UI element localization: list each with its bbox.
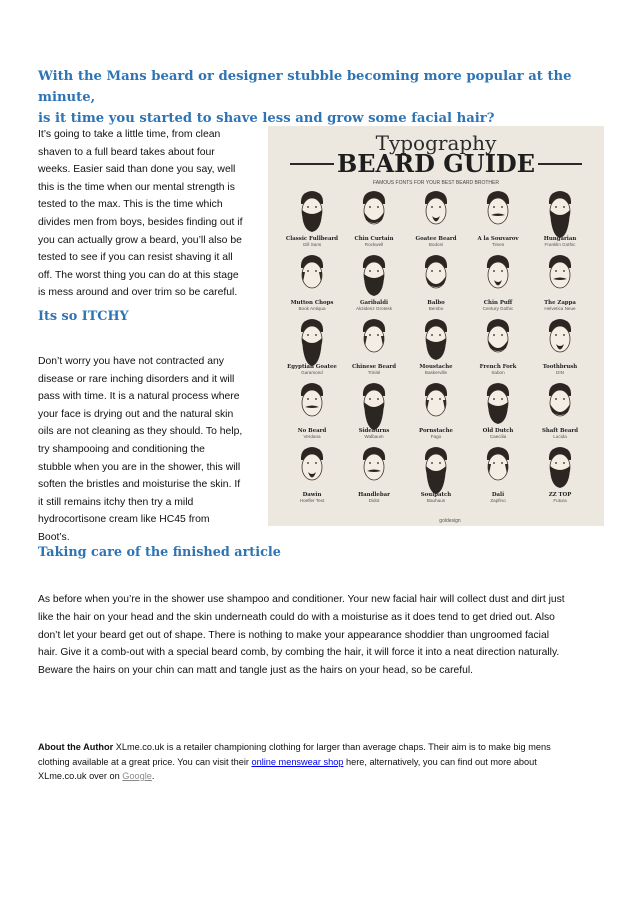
beard-style-font: Rockwell bbox=[364, 242, 384, 247]
eye-icon bbox=[431, 398, 433, 400]
intro-line: weeks. Easier said than done you say, well bbox=[38, 164, 236, 176]
eye-icon bbox=[493, 462, 495, 464]
article-heading-line-2: is it time you started to shave less and grow some facial hair? bbox=[38, 111, 495, 126]
intro-line: It’s going to take a little time, from clean bbox=[38, 129, 221, 140]
face-icon bbox=[488, 198, 508, 224]
beard-style-font: Didot bbox=[368, 498, 380, 503]
finished-line: Beware the hairs on your chin can matt and tangle just as the hairs on your head, so be careful. bbox=[38, 665, 474, 677]
beard-style-font: Gill Sans bbox=[302, 242, 322, 247]
eye-icon bbox=[439, 462, 441, 464]
beard-style-font: Helvetica Neue bbox=[544, 306, 576, 311]
beard-style-font: Fago bbox=[430, 434, 442, 439]
beard-style-item bbox=[359, 383, 390, 439]
itchy-line: your face is drying out and the natural skin bbox=[38, 408, 234, 420]
beard-style-font: Book Antiqua bbox=[298, 306, 326, 311]
itchy-line: Boot’s. bbox=[38, 531, 70, 543]
beard-style-item bbox=[487, 447, 509, 503]
beard-style-font: Bauhaus bbox=[426, 498, 446, 503]
beard-style-item bbox=[425, 255, 447, 311]
beard-style-font: Walbaum bbox=[364, 434, 384, 439]
face-icon bbox=[302, 262, 322, 288]
beard-style-name: Classic Fullbeard bbox=[285, 236, 339, 242]
eye-icon bbox=[501, 334, 503, 336]
itchy-line: soften the bristles and moisturise the skin. If bbox=[38, 479, 241, 491]
itchy-paragraph bbox=[38, 353, 260, 547]
face-icon bbox=[364, 454, 384, 480]
intro-paragraph bbox=[38, 126, 260, 302]
eye-icon bbox=[315, 206, 317, 208]
eye-icon bbox=[315, 462, 317, 464]
eye-icon bbox=[315, 398, 317, 400]
face-icon bbox=[364, 326, 384, 352]
beard-style-item bbox=[549, 447, 572, 503]
beard-style-name: Mutton Chops bbox=[290, 300, 334, 306]
beard-style-font: Trinité bbox=[367, 370, 381, 375]
beard-style-font: Sabon bbox=[491, 370, 505, 375]
beard-style-font: Garamond bbox=[301, 370, 323, 375]
beard-style-name: ZZ TOP bbox=[548, 492, 572, 498]
beard-style-item bbox=[352, 319, 396, 375]
face-icon bbox=[488, 454, 508, 480]
eye-icon bbox=[555, 462, 557, 464]
eye-icon bbox=[563, 334, 565, 336]
eye-icon bbox=[501, 270, 503, 272]
poster-subtitle: FAMOUS FONTS FOR YOUR BEST BEARD BROTHER bbox=[373, 180, 499, 186]
eye-icon bbox=[369, 398, 371, 400]
intro-line: you can actually grow a beard, you’ll also be bbox=[38, 234, 242, 246]
eye-icon bbox=[307, 398, 309, 400]
intro-line: off. The worst thing you can do at this stage bbox=[38, 269, 239, 281]
beard-style-item bbox=[287, 319, 337, 375]
beard-style-font: Lucida bbox=[553, 434, 567, 439]
eye-icon bbox=[493, 398, 495, 400]
beard-grid bbox=[286, 191, 578, 503]
beard-style-font: Akzidenz Grotesk bbox=[356, 306, 392, 311]
section-heading-itchy: Its so ITCHY bbox=[38, 309, 129, 324]
beard-style-font: Franklin Gothic bbox=[544, 242, 576, 247]
eye-icon bbox=[307, 270, 309, 272]
eye-icon bbox=[501, 206, 503, 208]
beard-style-name: Pornstache bbox=[419, 428, 453, 434]
beard-style-font: Caecilia bbox=[489, 434, 507, 439]
finished-line: As before when you’re in the shower use shampoo and conditioner. Your new facial hair will collect dust and dirt just bbox=[38, 594, 565, 605]
finished-line: hair. Give it a comb-out with a special beard comb, by combing the hair, it will force it into a neat direction naturally. bbox=[38, 647, 560, 659]
beard-style-name: Shaft Beard bbox=[541, 428, 579, 434]
eye-icon bbox=[431, 334, 433, 336]
about-text: here, alternatively, you can find out more about bbox=[343, 756, 537, 767]
finished-paragraph bbox=[38, 591, 604, 680]
eye-icon bbox=[493, 206, 495, 208]
eye-icon bbox=[555, 206, 557, 208]
beard-style-font: Verdana bbox=[303, 434, 321, 439]
section-heading-finished: Taking care of the finished article bbox=[38, 545, 281, 560]
eye-icon bbox=[563, 462, 565, 464]
eye-icon bbox=[555, 398, 557, 400]
about-author bbox=[38, 740, 604, 784]
eye-icon bbox=[369, 462, 371, 464]
eye-icon bbox=[315, 334, 317, 336]
itchy-line: pass with time. It is a natural process where bbox=[38, 391, 240, 403]
beard-style-name: Goatee Beard bbox=[415, 236, 457, 242]
beard-style-item bbox=[419, 319, 453, 375]
face-icon bbox=[550, 262, 570, 288]
eye-icon bbox=[431, 270, 433, 272]
beard-style-item bbox=[291, 255, 334, 311]
eye-icon bbox=[563, 270, 565, 272]
online-menswear-shop-link[interactable]: online menswear shop bbox=[251, 756, 344, 767]
eye-icon bbox=[563, 206, 565, 208]
beard-style-item bbox=[544, 191, 577, 247]
eye-icon bbox=[377, 398, 379, 400]
beard-style-item bbox=[421, 447, 451, 503]
google-link[interactable]: Google bbox=[122, 771, 152, 781]
eye-icon bbox=[315, 270, 317, 272]
beard-style-name: Egyptian Goatee bbox=[287, 364, 337, 370]
eye-icon bbox=[369, 206, 371, 208]
beard-style-item bbox=[483, 383, 514, 439]
beard-style-item bbox=[542, 383, 578, 439]
poster-title-top: Typography bbox=[375, 131, 497, 155]
intro-line: divides men from boys, besides finding out if bbox=[38, 216, 243, 228]
intro-line: tested to see if you can resist shaving it all bbox=[38, 252, 233, 264]
eye-icon bbox=[307, 334, 309, 336]
beard-style-name: Hungarian bbox=[543, 236, 577, 242]
beard-style-item bbox=[356, 255, 393, 311]
eye-icon bbox=[377, 462, 379, 464]
eye-icon bbox=[377, 334, 379, 336]
beard-style-name: Toothbrush bbox=[542, 364, 578, 370]
eye-icon bbox=[307, 462, 309, 464]
poster-credit: goldesign bbox=[439, 518, 461, 524]
beard-style-name: Chinese Beard bbox=[351, 364, 397, 370]
eye-icon bbox=[439, 398, 441, 400]
beard-style-item bbox=[476, 191, 519, 247]
itchy-line: stubble when you are in the shower, this will bbox=[38, 461, 241, 473]
face-icon bbox=[302, 390, 322, 416]
beard-style-name: Dali bbox=[491, 492, 505, 498]
eye-icon bbox=[563, 398, 565, 400]
beard-style-name: Old Dutch bbox=[482, 428, 514, 434]
beard-style-item bbox=[298, 383, 327, 439]
about-text: XLme.co.uk over on bbox=[38, 771, 123, 781]
beard-guide-illustration bbox=[268, 126, 604, 526]
article-heading bbox=[38, 66, 608, 129]
eye-icon bbox=[369, 334, 371, 336]
beard-style-name: Moustache bbox=[419, 364, 453, 370]
intro-line: shaven to a full beard takes about four bbox=[38, 146, 215, 158]
beard-style-item bbox=[483, 255, 514, 311]
beard-style-name: A la Souvarov bbox=[477, 236, 519, 242]
finished-line: like the hair on your head and the skin underneath could do with a moisturise as it does tend to get dried out. Also bbox=[38, 611, 555, 623]
finished-line: don’t let your beard get out of shape. There is nothing to make your appearance shoddier than ungroomed facial bbox=[38, 629, 549, 641]
itchy-line: oils are not cleaning as they should. To help, bbox=[38, 426, 243, 438]
beard-style-font: Zapfino bbox=[490, 498, 506, 503]
eye-icon bbox=[439, 334, 441, 336]
intro-line: is mess around and over trim so be careful. bbox=[38, 287, 238, 299]
eye-icon bbox=[307, 206, 309, 208]
eye-icon bbox=[555, 334, 557, 336]
beard-guide-poster bbox=[268, 126, 604, 526]
beard-style-item bbox=[354, 191, 393, 247]
itchy-line: it still remains itchy then try a mild bbox=[38, 496, 194, 508]
eye-icon bbox=[439, 270, 441, 272]
beard-style-item bbox=[419, 383, 453, 439]
beard-style-font: Baskerville bbox=[424, 370, 448, 375]
eye-icon bbox=[439, 206, 441, 208]
beard-style-item bbox=[358, 447, 390, 503]
beard-style-font: Hoefler Text bbox=[299, 498, 325, 503]
beard-style-name: Dawin bbox=[302, 492, 322, 498]
beard-style-name: Chin Curtain bbox=[354, 236, 394, 242]
beard-style-name: Chin Puff bbox=[483, 300, 513, 306]
eye-icon bbox=[555, 270, 557, 272]
beard-style-item bbox=[300, 447, 325, 503]
eye-icon bbox=[377, 270, 379, 272]
face-icon bbox=[426, 390, 446, 416]
eye-icon bbox=[493, 270, 495, 272]
eye-icon bbox=[431, 462, 433, 464]
beard-style-name: Handlebar bbox=[358, 492, 390, 498]
intro-line: this is the time when our mental strength is bbox=[38, 181, 235, 193]
eye-icon bbox=[377, 206, 379, 208]
beard-style-font: Times bbox=[491, 242, 505, 247]
beard-style-name: Garibaldi bbox=[359, 300, 389, 306]
intro-line: tested to the max. This is the time which bbox=[38, 199, 223, 211]
beard-style-item bbox=[480, 319, 517, 375]
eye-icon bbox=[501, 398, 503, 400]
eye-icon bbox=[501, 462, 503, 464]
eye-icon bbox=[431, 206, 433, 208]
itchy-line: Don’t worry you have not contracted any bbox=[38, 356, 224, 367]
about-text: . bbox=[151, 771, 155, 781]
beard-style-name: Soulpatch bbox=[420, 492, 452, 498]
beard-style-name: No Beard bbox=[297, 428, 327, 434]
article-heading-line-1: With the Mans beard or designer stubble becoming more popular at the minute, bbox=[38, 69, 572, 105]
beard-style-item bbox=[415, 191, 456, 247]
beard-style-name: French Fork bbox=[479, 364, 517, 370]
beard-style-font: DIN bbox=[556, 370, 564, 375]
beard-style-item bbox=[543, 319, 578, 375]
about-text: XLme.co.uk is a retailer championing clothing for larger than average chaps. Their aim is to make big mens bbox=[113, 742, 551, 752]
beard-style-name: Balbo bbox=[427, 300, 445, 306]
about-author-label: About the Author bbox=[38, 742, 114, 752]
beard-style-font: Futura bbox=[553, 498, 567, 503]
beard-style-font: Bembo bbox=[428, 306, 444, 311]
itchy-line: disease or rare inching disorders and it will bbox=[38, 373, 235, 385]
beard-style-font: Bodoni bbox=[428, 242, 444, 247]
itchy-line: try shampooing and conditioning the bbox=[38, 443, 205, 455]
beard-style-name: Sideburns bbox=[358, 428, 390, 434]
beard-style-font: Century Gothic bbox=[482, 306, 514, 311]
beard-style-name: The Zappa bbox=[544, 300, 576, 306]
poster-title-main: BEARD GUIDE bbox=[336, 149, 536, 178]
beard-style-item bbox=[286, 191, 338, 247]
eye-icon bbox=[369, 270, 371, 272]
eye-icon bbox=[493, 334, 495, 336]
beard-style-item bbox=[544, 255, 576, 311]
itchy-line: hydrocortisone cream like HC45 from bbox=[38, 514, 210, 526]
about-text: clothing available at a great price. You can visit their bbox=[38, 756, 252, 767]
